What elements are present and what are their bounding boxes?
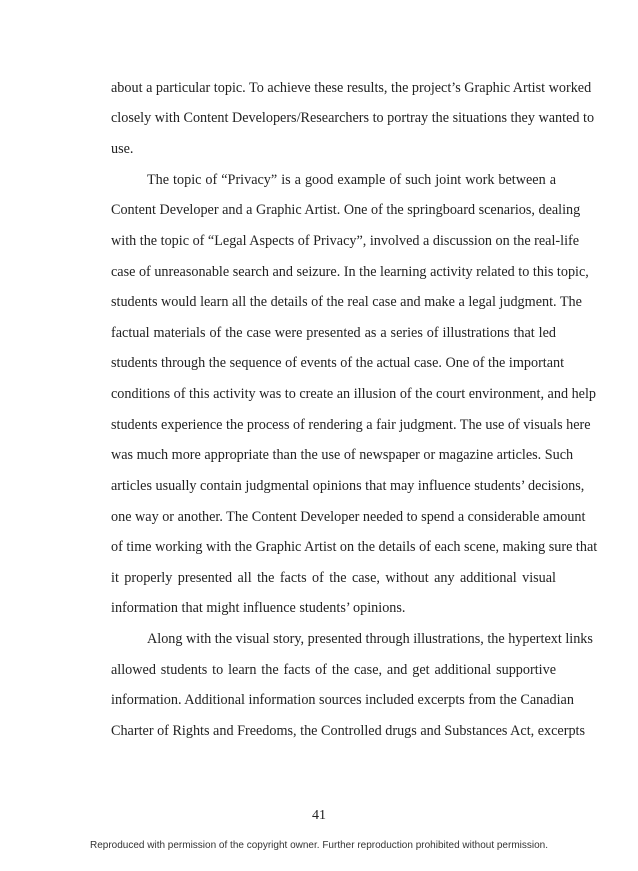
copyright-footer: Reproduced with permission of the copyright owner. Further reproduction prohibited without permission. xyxy=(89,840,548,851)
body-text-line: about a particular topic. To achieve these results, the project’s Graphic Artist worked xyxy=(111,80,592,96)
body-text-line: one way or another. The Content Developer needed to spend a considerable amount xyxy=(111,509,586,525)
body-text-line: articles usually contain judgmental opinions that may influence students’ decisions, xyxy=(111,478,585,494)
body-text-line: use. xyxy=(111,141,134,157)
body-text-line: students experience the process of rendering a fair judgment. The use of visuals here xyxy=(111,417,591,433)
body-text-line: factual materials of the case were presented as a series of illustrations that led xyxy=(111,325,556,341)
body-text-line: information that might influence students’ opinions. xyxy=(111,600,406,616)
body-text-line: information. Additional information sources included excerpts from the Canadian xyxy=(111,692,574,708)
body-text-line: Charter of Rights and Freedoms, the Controlled drugs and Substances Act, excerpts xyxy=(111,723,586,739)
body-text-line: Content Developer and a Graphic Artist. One of the springboard scenarios, dealing xyxy=(111,202,581,218)
body-text-line: conditions of this activity was to create an illusion of the court environment, and help xyxy=(111,386,597,402)
body-text-line: case of unreasonable search and seizure. In the learning activity related to this topic, xyxy=(111,264,589,280)
paragraph-first-line: The topic of “Privacy” is a good example of such joint work between a xyxy=(147,172,556,188)
body-text-line: with the topic of “Legal Aspects of Privacy”, involved a discussion on the real-life xyxy=(111,233,580,249)
body-text-line: students would learn all the details of the real case and make a legal judgment. The xyxy=(111,294,582,310)
body-text-line: was much more appropriate than the use of newspaper or magazine articles. Such xyxy=(111,447,574,463)
paragraph-first-line: Along with the visual story, presented through illustrations, the hypertext links xyxy=(147,631,593,647)
body-text-line: of time working with the Graphic Artist on the details of each scene, making sure that xyxy=(111,539,598,555)
body-text-line: it properly presented all the facts of the case, without any additional visual xyxy=(111,570,556,586)
page-number: 41 xyxy=(312,808,326,823)
body-text-line: closely with Content Developers/Researchers to portray the situations they wanted to xyxy=(111,110,595,126)
body-text-line: students through the sequence of events of the actual case. One of the important xyxy=(111,355,565,371)
body-text-line: allowed students to learn the facts of the case, and get additional supportive xyxy=(111,662,556,678)
